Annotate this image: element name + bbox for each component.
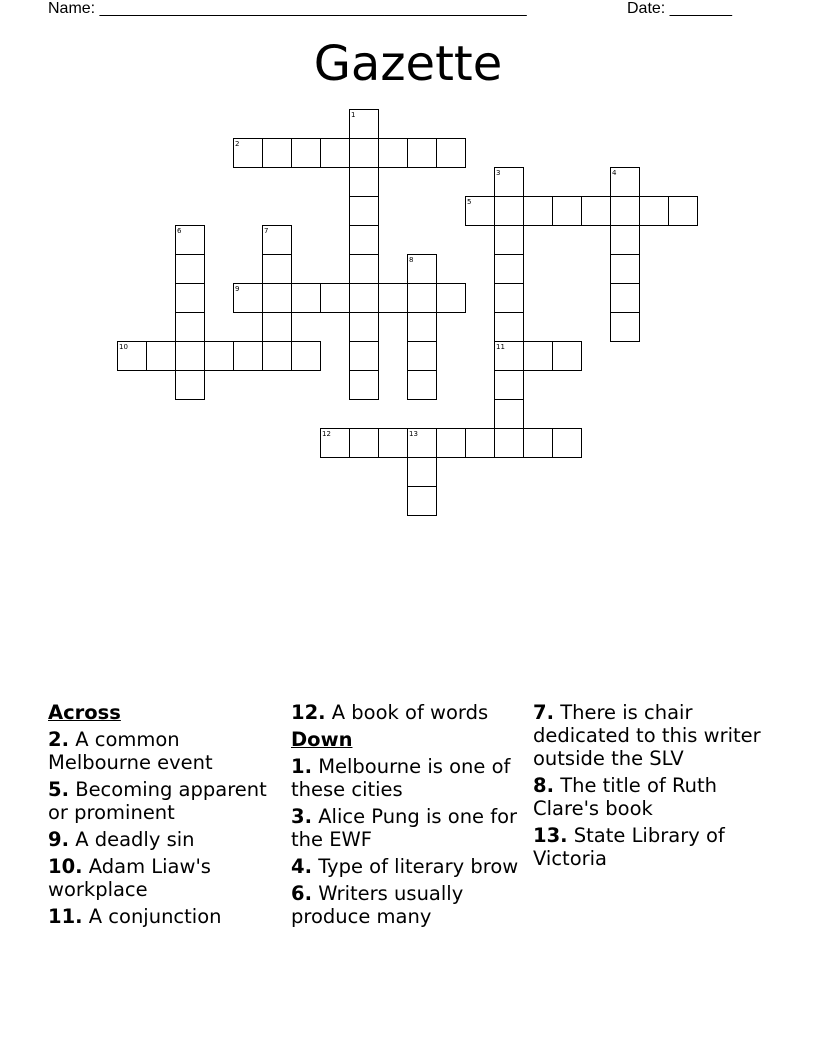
clue-number-label: 6	[177, 227, 182, 235]
clue-number: 4.	[291, 855, 312, 878]
down-clue	[533, 701, 773, 770]
clue-number: 7.	[533, 701, 554, 724]
clue-number: 6.	[291, 882, 312, 905]
grid-cell[interactable]	[262, 254, 292, 284]
down-clue	[291, 855, 521, 878]
name-line[interactable]: Name: ________________________________________________	[48, 0, 527, 17]
clue-text: A deadly sin	[75, 828, 195, 851]
clue-text: Becoming apparent or prominent	[48, 778, 267, 824]
grid-cell[interactable]	[378, 428, 408, 458]
clue-text: The title of Ruth Clare's book	[533, 774, 718, 820]
grid-cell[interactable]	[349, 428, 379, 458]
down-heading: Down	[291, 728, 353, 751]
clue-text: A common Melbourne event	[48, 728, 213, 774]
grid-cell[interactable]	[494, 370, 524, 400]
grid-cell[interactable]	[494, 428, 524, 458]
grid-cell[interactable]	[407, 370, 437, 400]
clue-number: 10.	[48, 855, 83, 878]
grid-cell[interactable]	[378, 283, 408, 313]
grid-cell[interactable]	[204, 341, 234, 371]
grid-cell[interactable]	[349, 341, 379, 371]
grid-cell[interactable]	[610, 312, 640, 342]
grid-cell[interactable]	[175, 370, 205, 400]
clue-number-label: 8	[409, 256, 414, 264]
clue-number: 8.	[533, 774, 554, 797]
grid-cell[interactable]	[494, 399, 524, 429]
grid-cell[interactable]	[349, 225, 379, 255]
clue-number: 9.	[48, 828, 69, 851]
grid-cell[interactable]	[494, 254, 524, 284]
grid-cell[interactable]	[610, 196, 640, 226]
grid-cell[interactable]	[349, 254, 379, 284]
grid-cell[interactable]	[320, 283, 350, 313]
grid-cell[interactable]	[668, 196, 698, 226]
clues-column-3	[533, 701, 773, 874]
clue-text: Type of literary brow	[318, 855, 519, 878]
clue-number-label: 7	[264, 227, 269, 235]
across-clue	[48, 728, 278, 774]
grid-cell[interactable]	[262, 312, 292, 342]
grid-cell[interactable]	[349, 167, 379, 197]
grid-cell[interactable]	[610, 254, 640, 284]
clue-number: 11.	[48, 905, 83, 928]
across-clue	[48, 778, 278, 824]
grid-cell[interactable]	[349, 312, 379, 342]
grid-cell[interactable]	[436, 283, 466, 313]
clue-number-label: 13	[409, 430, 418, 438]
across-clue	[48, 905, 278, 928]
grid-cell[interactable]	[407, 138, 437, 168]
clues-column-1	[48, 701, 278, 932]
clue-number-label: 12	[322, 430, 331, 438]
grid-cell[interactable]	[523, 428, 553, 458]
clue-number-label: 4	[612, 169, 617, 177]
grid-cell[interactable]	[407, 283, 437, 313]
grid-cell[interactable]	[494, 283, 524, 313]
grid-cell[interactable]	[175, 283, 205, 313]
clue-number: 2.	[48, 728, 69, 751]
grid-cell[interactable]	[349, 370, 379, 400]
clue-text: A book of words	[331, 701, 489, 724]
clues-column-2	[291, 701, 521, 932]
grid-cell[interactable]	[175, 254, 205, 284]
across-clue	[48, 855, 278, 901]
grid-cell[interactable]	[494, 312, 524, 342]
grid-cell[interactable]	[436, 138, 466, 168]
down-clue	[291, 882, 521, 928]
across-heading: Across	[48, 701, 121, 724]
clue-number-label: 10	[119, 343, 128, 351]
grid-cell[interactable]	[291, 341, 321, 371]
grid-cell[interactable]	[349, 283, 379, 313]
grid-cell[interactable]	[407, 457, 437, 487]
clue-number: 13.	[533, 824, 568, 847]
clue-text: There is chair dedicated to this writer outside the SLV	[533, 701, 761, 770]
grid-cell[interactable]	[407, 312, 437, 342]
grid-cell[interactable]	[639, 196, 669, 226]
clue-number: 1.	[291, 755, 312, 778]
clue-text: Alice Pung is one for the EWF	[291, 805, 518, 851]
grid-cell[interactable]	[378, 138, 408, 168]
grid-cell[interactable]	[233, 341, 263, 371]
grid-cell[interactable]	[262, 138, 292, 168]
grid-cell[interactable]	[552, 341, 582, 371]
down-clue	[533, 774, 773, 820]
down-clue	[291, 755, 521, 801]
clue-number: 3.	[291, 805, 312, 828]
grid-cell[interactable]	[349, 138, 379, 168]
across-clue	[48, 828, 278, 851]
grid-cell[interactable]	[175, 341, 205, 371]
clue-text: Adam Liaw's workplace	[48, 855, 211, 901]
grid-cell[interactable]	[610, 225, 640, 255]
grid-cell[interactable]	[320, 138, 350, 168]
grid-cell[interactable]	[552, 196, 582, 226]
clue-number-label: 1	[351, 111, 356, 119]
clue-number-label: 5	[467, 198, 472, 206]
grid-cell[interactable]	[523, 341, 553, 371]
date-line[interactable]: Date: _______	[627, 0, 732, 17]
down-clue	[291, 805, 521, 851]
grid-cell[interactable]	[465, 428, 495, 458]
clue-number: 12.	[291, 701, 326, 724]
grid-cell[interactable]	[407, 341, 437, 371]
clue-number: 5.	[48, 778, 69, 801]
clue-text: Melbourne is one of these cities	[291, 755, 511, 801]
clue-number-label: 3	[496, 169, 501, 177]
clue-text: Writers usually produce many	[291, 882, 464, 928]
grid-cell[interactable]	[146, 341, 176, 371]
grid-cell[interactable]	[291, 283, 321, 313]
grid-cell[interactable]	[581, 196, 611, 226]
grid-cell[interactable]	[436, 428, 466, 458]
clue-number-label: 9	[235, 285, 240, 293]
puzzle-title: Gazette	[313, 36, 503, 92]
grid-cell[interactable]	[494, 225, 524, 255]
across-clue	[291, 701, 521, 724]
grid-cell[interactable]	[291, 138, 321, 168]
grid-cell[interactable]	[175, 312, 205, 342]
clue-text: State Library of Victoria	[533, 824, 725, 870]
grid-cell[interactable]	[407, 486, 437, 516]
grid-cell[interactable]	[523, 196, 553, 226]
clue-number-label: 2	[235, 140, 240, 148]
grid-cell[interactable]	[494, 196, 524, 226]
grid-cell[interactable]	[262, 341, 292, 371]
grid-cell[interactable]	[610, 283, 640, 313]
grid-cell[interactable]	[349, 196, 379, 226]
clue-number-label: 11	[496, 343, 505, 351]
down-clue	[533, 824, 773, 870]
clue-text: A conjunction	[88, 905, 222, 928]
grid-cell[interactable]	[262, 283, 292, 313]
grid-cell[interactable]	[552, 428, 582, 458]
